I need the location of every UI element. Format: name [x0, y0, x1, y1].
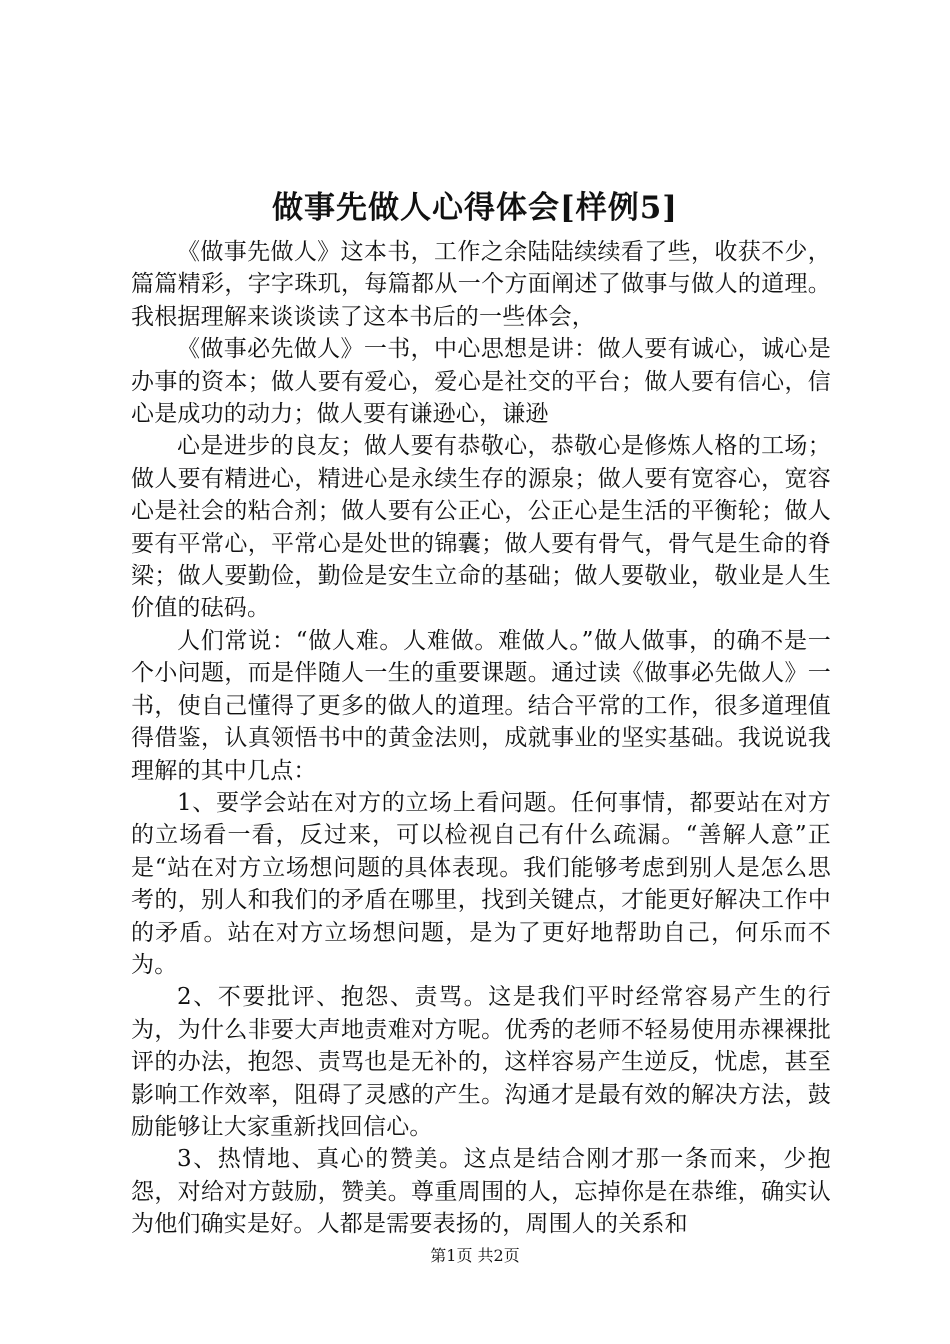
paragraph-6: 2、不要批评、抱怨、责骂。这是我们平时经常容易产生的行为，为什么非要大声地责难对方呢。优秀的老师不轻易使用赤裸裸批评的办法，抱怨、责骂也是无补的，这样容易产生逆反，忧虑，甚至影响工作效率，阻碍了灵感的产生。沟通才是最有效的解决方法，鼓励能够让大家重新找回信心。 — [131, 984, 831, 1140]
document-body — [131, 236, 831, 1241]
paragraph-1: 《做事先做人》这本书，工作之余陆陆续续看了些，收获不少，篇篇精彩，字字珠玑，每篇都从一个方面阐述了做事与做人的道理。我根据理解来谈谈读了这本书后的一些体会， — [131, 239, 831, 330]
document-title: 做事先做人心得体会[样例5] — [272, 190, 678, 226]
paragraph-4: 人们常说：“做人难。人难做。难做人。”做人做事，的确不是一个小问题，而是伴随人一生的重要课题。通过读《做事必先做人》一书，使自己懂得了更多的做人的道理。结合平常的工作，很多道理值得借鉴，认真领悟书中的黄金法则，成就事业的坚实基础。我说说我理解的其中几点： — [131, 627, 831, 784]
paragraph-3: 心是进步的良友；做人要有恭敬心，恭敬心是修炼人格的工场；做人要有精进心，精进心是永续生存的源泉；做人要有宽容心，宽容心是社会的粘合剂；做人要有公正心，公正心是生活的平衡轮；做人要有平常心，平常心是处世的锦囊；做人要有骨气，骨气是生命的脊梁；做人要勤俭，勤俭是安生立命的基础；做人要敬业，敬业是人生价值的砝码。 — [131, 433, 831, 622]
paragraph-7: 3、热情地、真心的赞美。这点是结合刚才那一条而来，少抱怨，对给对方鼓励，赞美。尊重周围的人，忘掉你是在恭维，确实认为他们确实是好。人都是需要表扬的，周围人的关系和 — [131, 1146, 831, 1238]
paragraph-2: 《做事必先做人》一书，中心思想是讲：做人要有诚心，诚心是办事的资本；做人要有爱心，爱心是社交的平台；做人要有信心，信心是成功的动力；做人要有谦逊心，谦逊 — [131, 336, 831, 428]
paragraph-5: 1、要学会站在对方的立场上看问题。任何事情，都要站在对方的立场看一看，反过来，可以检视自己有什么疏漏。“善解人意”正是“站在对方立场想问题的具体表现。我们能够考虑到别人是怎么思考的，别人和我们的矛盾在哪里，找到关键点，才能更好解决工作中的矛盾。站在对方立场想问题，是为了更好地帮助自己，何乐而不为。 — [131, 789, 831, 978]
page-number-footer: 第1页 共2页 — [430, 1246, 520, 1265]
